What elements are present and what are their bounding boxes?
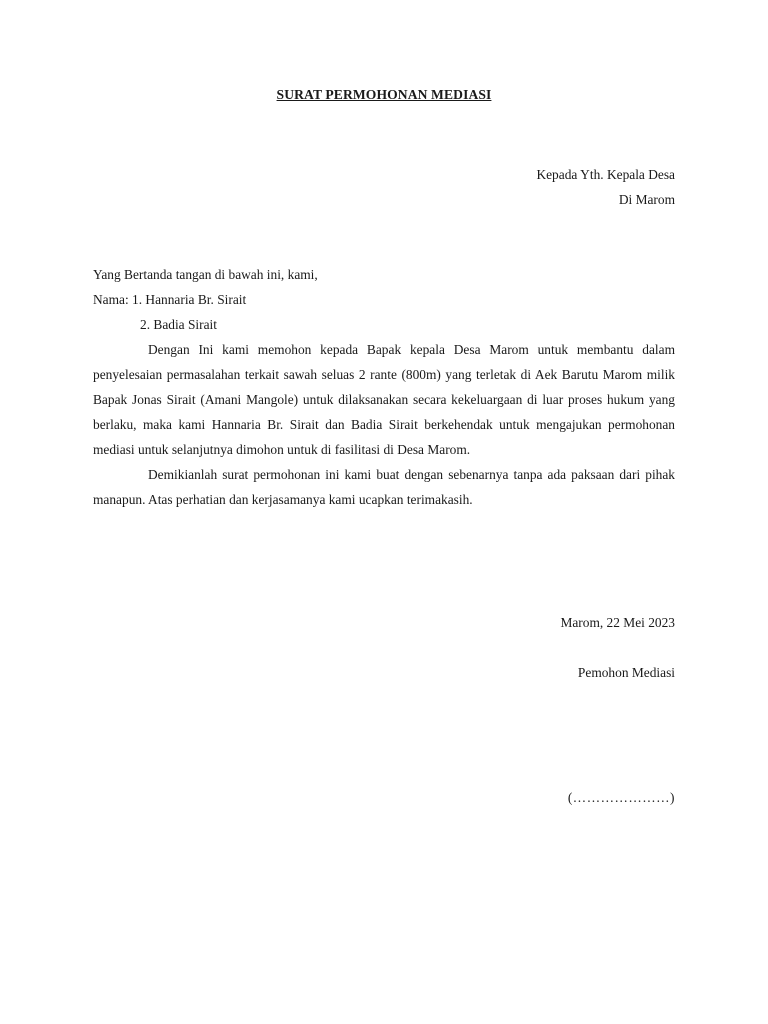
signature-placeholder: (…………………) xyxy=(567,790,675,805)
signer-role: Pemohon Mediasi xyxy=(577,665,675,680)
recipient-line-1: Kepada Yth. Kepala Desa xyxy=(536,167,675,182)
letter-title: SURAT PERMOHONAN MEDIASI xyxy=(276,87,492,102)
letter-body xyxy=(93,262,675,512)
place-date: Marom, 22 Mei 2023 xyxy=(560,615,675,630)
name-line-1: Nama: 1. Hannaria Br. Sirait xyxy=(93,292,247,307)
opening-line: Yang Bertanda tangan di bawah ini, kami, xyxy=(93,267,318,282)
recipient-block xyxy=(536,162,675,212)
recipient-line-2: Di Marom xyxy=(618,192,675,207)
name-line-2: 2. Badia Sirait xyxy=(140,317,217,332)
paragraph-closing: Demikianlah surat permohonan ini kami buat dengan sebenarnya tanpa ada paksaan dari pihak manapun. Atas perhatian dan kerjasamanya kami ucapkan terimakasih. xyxy=(93,467,675,507)
paragraph-request: Dengan Ini kami memohon kepada Bapak kepala Desa Marom untuk membantu dalam penyelesaian permasalahan terkait sawah seluas 2 rante (800m) yang terletak di Aek Barutu Marom milik Bapak Jonas Sirait (Amani Mangole) untuk dilaksanakan secara kekeluargaan di luar proses hukum yang berlaku, maka kami Hannaria Br. Sirait dan Badia Sirait berkehendak untuk mengajukan permohonan mediasi untuk selanjutnya dimohon untuk di fasilitasi di Desa Marom. xyxy=(93,342,675,457)
